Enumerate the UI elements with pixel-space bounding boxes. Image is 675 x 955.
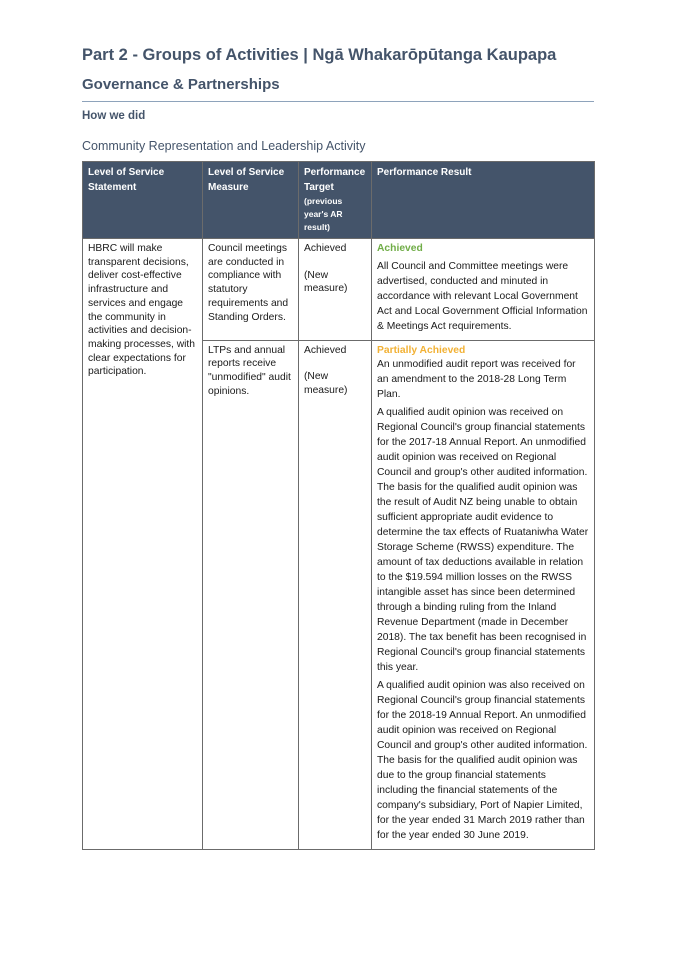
result-paragraph: A qualified audit opinion was received on Regional Council's group financial statements for the 2017-18 Annual Report. An unmodified audit opinion was received on Regional Council and group's other audited information. The basis for the qualified audit opinion was the result of Audit NZ being unable to obtain sufficient appropriate audit evidence to determine the tax effects of Ruataniwha Water Storage Scheme (RWSS) expenditure. The amount of tax deductions available in relation to the $19.594 million losses on the RWSS intangible asset has since been determined through a binding ruling from the Inland Revenue Department (made in December 2018). The tax benefit has been recognised in Regional Council's group financial statements this year. [377, 407, 589, 674]
target-note: (New measure) [304, 371, 348, 397]
result-paragraph: All Council and Committee meetings were advertised, conducted and minuted in accordance with relevant Local Government Act and Local Government Official Information & Meetings Act requirements. [377, 260, 588, 332]
document-page [82, 44, 594, 850]
section-title: Governance & Partnerships [82, 76, 280, 93]
target-value: Achieved [304, 344, 347, 356]
col-header-measure: Level of Service Measure [203, 162, 299, 239]
result-cell [372, 340, 595, 850]
target-note: (New measure) [304, 269, 348, 295]
part-title: Part 2 - Groups of Activities | Ngā Whakarōpūtanga Kaupapa [82, 46, 557, 64]
col-header-target-sub: (previous year's AR result) [304, 196, 343, 232]
result-paragraph: An unmodified audit report was received for an amendment to the 2018-28 Long Term Plan. [377, 359, 576, 401]
measure-cell: LTPs and annual reports receive "unmodified" audit opinions. [203, 340, 299, 850]
col-header-target [299, 162, 372, 239]
measure-cell: Council meetings are conducted in compliance with statutory requirements and Standing Orders. [203, 239, 299, 341]
target-cell [299, 239, 372, 341]
how-we-did-heading: How we did [82, 110, 146, 122]
performance-table [82, 161, 595, 850]
table-row [83, 239, 595, 341]
col-header-statement: Level of Service Statement [83, 162, 203, 239]
result-paragraph: A qualified audit opinion was also received on Regional Council's group financial statements for the 2018-19 Annual Report. An unmodified audit opinion was received on Regional Council and group's other audited information. The basis for the qualified audit opinion was due to the group financial statements including the financial statements of the company's subsidiary, Port of Napier Limited, for the year ended 31 March 2019 rather than for the year ended 30 June 2019. [377, 680, 588, 842]
result-cell [372, 239, 595, 341]
table-header-row [83, 162, 595, 239]
service-statement-cell: HBRC will make transparent decisions, deliver cost-effective infrastructure and services and engage the community in activities and decision-making processes, with clear expectations for participation. [83, 239, 203, 850]
section-divider [82, 101, 594, 102]
result-status-badge: Partially Achieved [377, 344, 466, 356]
target-value: Achieved [304, 243, 347, 254]
target-cell [299, 340, 372, 850]
col-header-target-label: Performance Target [304, 167, 366, 193]
activity-title: Community Representation and Leadership Activity [82, 139, 366, 153]
col-header-result: Performance Result [372, 162, 595, 239]
result-status-badge: Achieved [377, 243, 423, 254]
